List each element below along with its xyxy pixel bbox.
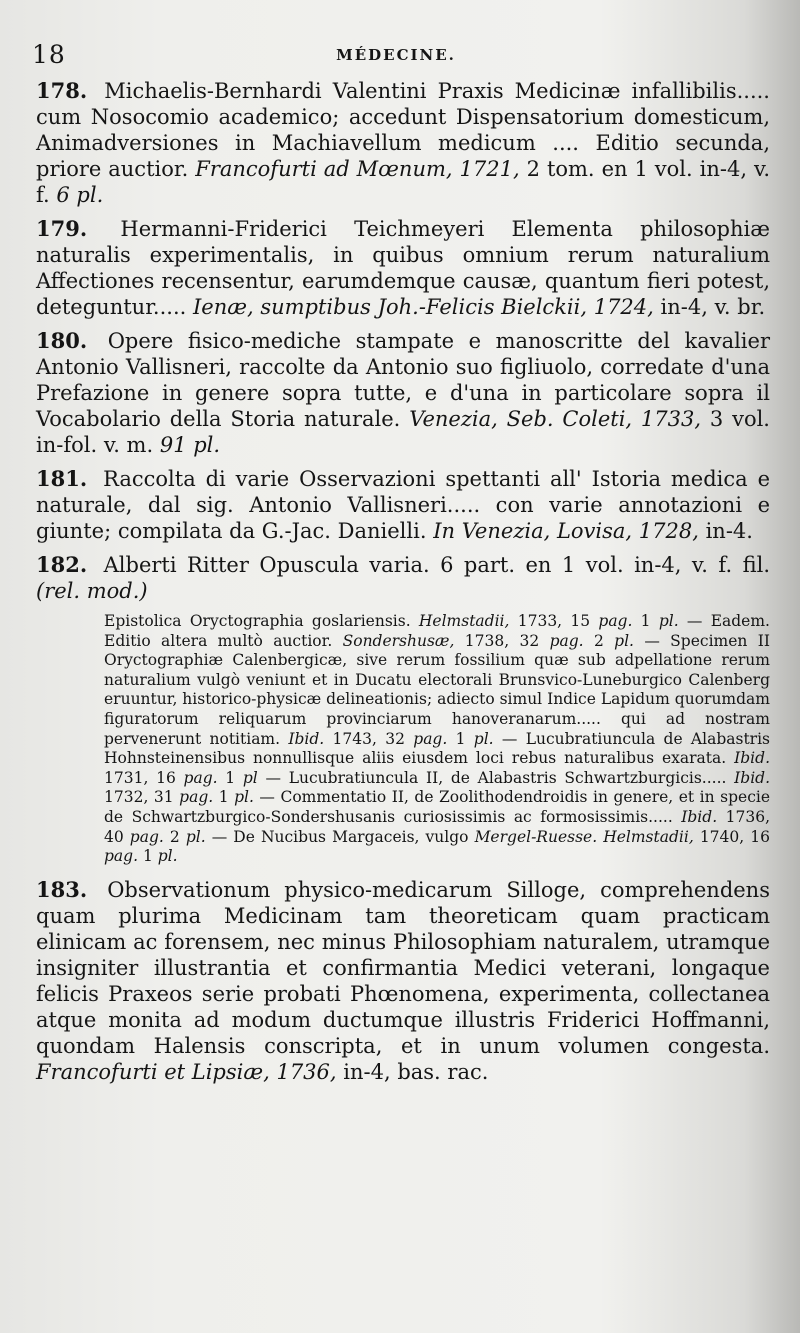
catalogue-entry [36,877,770,1085]
note-text-run: 2 [163,827,186,846]
catalogue-entries [36,78,770,1093]
note-text-run: — Specimen II Oryctographiæ Calenbergicæ, sive rerum fossilium quæ sub adpellatione rerum naturalium vulgò veniunt et in Ducatu electorali Brunsvico-Luneburgico Calenberg eruuntur, historico-physicæ delineationis; adiecto simul Indice Lapidum quorumdam figuratorum reliquarum provinciarum hanoveranarum..... qui ad nostram pervenerunt notitiam. [104,631,770,748]
note-text-run: 2 [583,631,615,650]
note-text-run: 1 [632,612,659,630]
note-text-run: 1 [217,768,243,787]
note-italic-run: pl. [658,612,679,630]
note-italic-run: Helmstadii, [418,612,510,630]
page-header [32,40,760,70]
note-italic-run: pl. [614,631,634,650]
note-text-run: 1740, 16 [693,827,770,846]
note-italic-run: pag. [104,847,139,866]
note-text-run: 1738, 32 [454,631,550,650]
entry-text: Hermanni-Friderici Teichmeyeri Elementa philosophiæ naturalis experimentalis, in quibus omnium rerum naturalium Affectiones recensentur, earumdemque causæ, quantum fieri potest, deteguntur..... [36,217,770,319]
running-title: MÉDECINE. [336,46,456,64]
entry-text: Michaelis-Bernhardi Valentini Praxis Medicinæ infallibilis..... cum Nosocomio academico; accedunt Dispensatorium domesticum, Animadversiones in Machiavellum medicum .... Editio secunda, priore auctior. [36,79,770,181]
note-italic-run: pag. [183,768,218,787]
note-text-run: 1 [447,729,474,748]
note-italic-run: pag. [598,612,633,630]
entry-number: 183. [36,876,88,902]
note-italic-run: Sondershusæ, [342,631,455,650]
note-italic-run: pag. [549,631,584,650]
catalogue-entry [36,216,770,320]
catalogue-entry [36,552,770,604]
note-text-run: — Lucubratiuncula de Alabastris Hohnsteinensibus nonnullisque aliis eiusdem loci rebus naturalibus exarata. [104,729,770,768]
note-text-run: — De Nucibus Margaceis, vulgo [205,827,475,846]
entry-number: 181. [36,466,88,491]
entry-format: in-4. [705,519,753,543]
note-italic-run: Ibid. [288,729,325,748]
note-text-run: 1736, 40 [104,807,770,846]
note-italic-run: Ibid. [734,749,770,768]
note-italic-run: pl. [185,827,206,846]
entry-format: 3 vol. in-fol. v. m. [36,407,770,457]
catalogue-entry [36,466,770,544]
entry-text: Alberti Ritter Opuscula varia. 6 part. en 1 vol. in-4, v. f. fil. [103,553,770,577]
entry-plates: 91 pl. [159,433,221,457]
note-italic-run: pl. [157,847,178,866]
note-italic-run: Ibid. [734,768,771,787]
note-italic-run: Ibid. [681,807,718,826]
note-italic-run: Mergel-Ruesse. Helmstadii, [474,827,694,846]
note-text-run: — Commentatio II, de Zoolithodendroidis in genere, et in specie de Schwartzburgico-Sondershusanis curiosissimis ac formosissimis..... [104,788,771,826]
entry-imprint: Venezia, Seb. Coleti, 1733, [409,407,702,431]
entry-number: 178. [36,78,88,103]
catalogue-entry [36,328,770,458]
note-text-run: Epistolica Oryctographia goslariensis. [104,612,419,630]
entry-imprint: In Venezia, Lovisa, 1728, [433,519,699,543]
note-text-run: 1732, 31 [104,788,180,807]
entry-contents-note [104,612,770,867]
entry-format: in-4, bas. rac. [343,1059,489,1084]
note-italic-run: pl. [234,788,254,807]
note-text-run: 1733, 15 [509,612,599,630]
entry-imprint: Francofurti et Lipsiæ, 1736, [36,1059,337,1084]
entry-number: 180. [36,328,88,353]
note-italic-run: pl. [473,729,494,748]
entry-text: Opere fisico-mediche stampate e manoscritte del kavalier Antonio Vallisneri, raccolte da Antonio suo figliuolo, corredate d'una Prefazione in genere sopra tutte, e d'una in particolare sopra il Vocabolario della Storia naturale. [36,329,770,431]
note-italic-run: pl [242,768,258,787]
entry-number: 179. [36,216,88,241]
entry-binding-note: (rel. mod.) [36,579,148,603]
entry-imprint: Ienæ, sumptibus Joh.-Felicis Bielckii, 1724, [193,295,654,319]
note-text-run: 1 [138,847,158,866]
note-italic-run: pag. [179,788,214,807]
note-italic-run: pag. [129,827,164,846]
note-text-run: — Eadem. Editio altera multò auctior. [104,612,770,650]
note-text-run: — Lucubratiuncula II, de Alabastris Schwartzburgicis..... [257,768,735,787]
entry-format: 2 tom. en 1 vol. in-4, v. f. [36,157,771,207]
catalogue-entry [36,78,770,208]
entry-plates: 6 pl. [56,183,104,207]
note-text-run: 1 [213,788,235,807]
page-number: 18 [32,40,66,69]
entry-text: Observationum physico-medicarum Silloge, comprehendens quam plurima Medicinam tam theoreticam quam practicam elinicam ac forensem, nec minus Philosophiam naturalem, utramque insigniter illustrantia et confirmantia Medici veterani, longaque felicis Praxeos serie probati Phœnomena, experimenta, collectanea atque monita ad modum ductumque illustris Friderici Hoffmanni, quondam Halensis conscripta, et in unum volumen congesta. [36,877,770,1058]
entry-format: in-4, v. br. [660,295,766,319]
entry-text: Raccolta di varie Osservazioni spettanti all' Istoria medica e naturale, dal sig. Antonio Vallisneri..... con varie annotazioni e giunte; compilata da G.-Jac. Danielli. [36,467,770,543]
entry-number: 182. [36,552,88,577]
note-text-run: 1743, 32 [324,729,414,748]
note-italic-run: pag. [413,729,448,748]
entry-imprint: Francofurti ad Mœnum, 1721, [195,157,520,181]
note-text-run: 1731, 16 [104,768,184,787]
